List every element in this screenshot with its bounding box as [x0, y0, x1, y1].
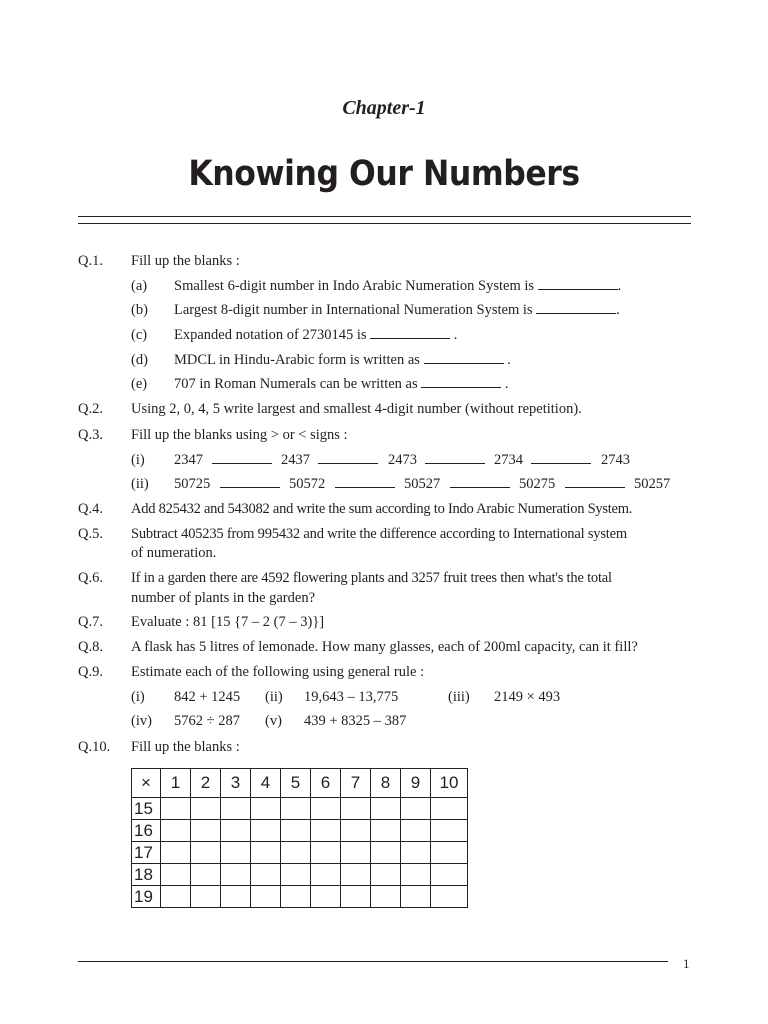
answer-blank[interactable]: [536, 301, 616, 314]
item-label: (iv): [131, 713, 152, 729]
answer-cell[interactable]: [371, 798, 401, 820]
compare-value: 50527: [404, 476, 441, 492]
answer-blank[interactable]: [421, 375, 501, 388]
table-row: [132, 798, 468, 820]
answer-cell[interactable]: [251, 842, 281, 864]
answer-cell[interactable]: [251, 886, 281, 908]
answer-cell[interactable]: [281, 842, 311, 864]
chapter-label: Chapter-1: [342, 97, 426, 119]
table-row: [132, 864, 468, 886]
column-header: 3: [221, 769, 251, 798]
answer-cell[interactable]: [311, 864, 341, 886]
answer-cell[interactable]: [371, 886, 401, 908]
question-number: Q.8.: [78, 639, 103, 655]
q1-item-b: [174, 301, 620, 319]
answer-cell[interactable]: [221, 864, 251, 886]
column-header: 7: [341, 769, 371, 798]
answer-blank[interactable]: [424, 351, 504, 364]
answer-blank[interactable]: [370, 326, 450, 339]
question-text: Fill up the blanks :: [131, 739, 240, 755]
item-label: (iii): [448, 689, 470, 705]
question-text-continued: number of plants in the garden?: [131, 590, 316, 606]
item-tail: .: [507, 352, 511, 368]
question-number: Q.9.: [78, 664, 103, 680]
question-text: Subtract 405235 from 995432 and write the difference according to International system: [131, 526, 627, 542]
answer-cell[interactable]: [191, 842, 221, 864]
title-divider-bottom: [78, 223, 691, 224]
answer-cell[interactable]: [311, 886, 341, 908]
column-header: 6: [311, 769, 341, 798]
answer-cell[interactable]: [341, 842, 371, 864]
question-number: Q.1.: [78, 253, 103, 269]
column-header: 8: [371, 769, 401, 798]
title-divider-top: [78, 216, 691, 217]
answer-cell[interactable]: [401, 798, 431, 820]
item-text: 707 in Roman Numerals can be written as: [174, 376, 418, 392]
expression: 2149 × 493: [494, 689, 561, 705]
question-text: Fill up the blanks :: [131, 253, 240, 269]
q1-item-d: [174, 351, 511, 369]
table-row: [132, 820, 468, 842]
expression: 842 + 1245: [174, 689, 241, 705]
answer-cell[interactable]: [431, 820, 468, 842]
answer-cell[interactable]: [161, 798, 191, 820]
item-tail: .: [616, 302, 620, 318]
sign-blank[interactable]: [335, 475, 395, 488]
sign-blank[interactable]: [212, 451, 272, 464]
compare-value: 2734: [494, 452, 523, 468]
answer-cell[interactable]: [341, 886, 371, 908]
column-header: 9: [401, 769, 431, 798]
compare-value: 50257: [634, 476, 671, 492]
answer-cell[interactable]: [281, 798, 311, 820]
answer-cell[interactable]: [311, 820, 341, 842]
question-text: A flask has 5 litres of lemonade. How many glasses, each of 200ml capacity, can it fill?: [131, 639, 638, 655]
sign-blank[interactable]: [220, 475, 280, 488]
compare-value: 2437: [281, 452, 310, 468]
item-label: (ii): [265, 689, 283, 705]
answer-cell[interactable]: [371, 820, 401, 842]
item-label: (i): [131, 452, 145, 468]
question-text: Using 2, 0, 4, 5 write largest and smallest 4-digit number (without repetition).: [131, 401, 582, 417]
question-number: Q.10.: [78, 739, 111, 755]
item-label: (d): [131, 352, 148, 368]
question-number: Q.5.: [78, 526, 103, 542]
answer-cell[interactable]: [161, 886, 191, 908]
table-row: [132, 842, 468, 864]
answer-cell[interactable]: [191, 864, 221, 886]
corner-cell: ×: [132, 769, 161, 798]
answer-cell[interactable]: [221, 886, 251, 908]
column-header: 5: [281, 769, 311, 798]
answer-cell[interactable]: [161, 842, 191, 864]
compare-value: 2743: [601, 452, 630, 468]
compare-value: 50725: [174, 476, 211, 492]
page-number: 1: [683, 956, 690, 971]
multiplication-table: [131, 768, 468, 908]
sign-blank[interactable]: [450, 475, 510, 488]
item-text: Smallest 6-digit number in Indo Arabic Numeration System is: [174, 278, 535, 294]
expression: 439 + 8325 – 387: [304, 713, 407, 729]
answer-cell[interactable]: [431, 798, 468, 820]
item-tail: .: [504, 376, 509, 392]
question-text: Estimate each of the following using general rule :: [131, 664, 425, 680]
item-label: (c): [131, 327, 148, 343]
question-number: Q.4.: [78, 501, 103, 517]
item-label: (i): [131, 689, 145, 705]
question-text: Add 825432 and 543082 and write the sum according to Indo Arabic Numeration System.: [131, 501, 633, 517]
answer-cell[interactable]: [161, 864, 191, 886]
expression: 19,643 – 13,775: [304, 689, 399, 705]
item-tail: .: [453, 327, 458, 343]
answer-cell[interactable]: [161, 820, 191, 842]
answer-cell[interactable]: [311, 798, 341, 820]
answer-cell[interactable]: [191, 886, 221, 908]
row-header: 15: [132, 798, 161, 820]
question-number: Q.6.: [78, 570, 103, 586]
answer-cell[interactable]: [341, 864, 371, 886]
row-header: 17: [132, 842, 161, 864]
question-text: If in a garden there are 4592 flowering plants and 3257 fruit trees then what's the total: [131, 570, 612, 586]
answer-cell[interactable]: [341, 820, 371, 842]
sign-blank[interactable]: [318, 451, 378, 464]
answer-cell[interactable]: [191, 820, 221, 842]
item-text: Expanded notation of 2730145 is: [174, 327, 367, 343]
question-text-continued: of numeration.: [131, 545, 217, 561]
answer-cell[interactable]: [401, 820, 431, 842]
answer-cell[interactable]: [341, 798, 371, 820]
answer-cell[interactable]: [221, 798, 251, 820]
item-tail: .: [617, 278, 622, 294]
answer-cell[interactable]: [251, 798, 281, 820]
sign-blank[interactable]: [531, 451, 591, 464]
item-label: (a): [131, 278, 148, 294]
item-text: MDCL in Hindu-Arabic form is written as: [174, 352, 420, 368]
compare-value: 50275: [519, 476, 556, 492]
answer-cell[interactable]: [401, 864, 431, 886]
expression: 5762 ÷ 287: [174, 713, 240, 729]
answer-cell[interactable]: [251, 820, 281, 842]
answer-cell[interactable]: [251, 864, 281, 886]
answer-cell[interactable]: [431, 864, 468, 886]
question-number: Q.3.: [78, 427, 103, 443]
question-number: Q.2.: [78, 401, 103, 417]
item-label: (ii): [131, 476, 149, 492]
answer-cell[interactable]: [311, 842, 341, 864]
column-header: 1: [161, 769, 191, 798]
question-text: Fill up the blanks using > or < signs :: [131, 427, 348, 443]
answer-cell[interactable]: [281, 864, 311, 886]
sign-blank[interactable]: [425, 451, 485, 464]
answer-cell[interactable]: [431, 886, 468, 908]
row-header: 18: [132, 864, 161, 886]
table-header-row: [132, 769, 468, 798]
row-header: 16: [132, 820, 161, 842]
answer-cell[interactable]: [371, 842, 401, 864]
item-label: (v): [265, 713, 282, 729]
answer-cell[interactable]: [281, 886, 311, 908]
compare-value: 50572: [289, 476, 326, 492]
q1-item-a: [174, 277, 621, 295]
question-text: Evaluate : 81 [15 {7 – 2 (7 – 3)}]: [131, 614, 325, 630]
answer-cell[interactable]: [281, 820, 311, 842]
column-header: 2: [191, 769, 221, 798]
answer-cell[interactable]: [401, 886, 431, 908]
answer-cell[interactable]: [191, 798, 221, 820]
answer-cell[interactable]: [401, 842, 431, 864]
question-number: Q.7.: [78, 614, 103, 630]
answer-cell[interactable]: [371, 864, 401, 886]
q1-item-c: [174, 326, 457, 344]
page-title: Knowing Our Numbers: [188, 154, 580, 194]
column-header: 4: [251, 769, 281, 798]
item-label: (b): [131, 302, 148, 318]
column-header: 10: [431, 769, 468, 798]
answer-cell[interactable]: [431, 842, 468, 864]
row-header: 19: [132, 886, 161, 908]
item-label: (e): [131, 376, 148, 392]
answer-blank[interactable]: [538, 277, 618, 290]
footer-rule: [78, 961, 668, 962]
answer-cell[interactable]: [221, 842, 251, 864]
answer-cell[interactable]: [221, 820, 251, 842]
sign-blank[interactable]: [565, 475, 625, 488]
table-row: [132, 886, 468, 908]
compare-value: 2473: [388, 452, 417, 468]
compare-value: 2347: [174, 452, 203, 468]
q1-item-e: [174, 375, 509, 393]
item-text: Largest 8-digit number in International Numeration System is: [174, 302, 533, 318]
